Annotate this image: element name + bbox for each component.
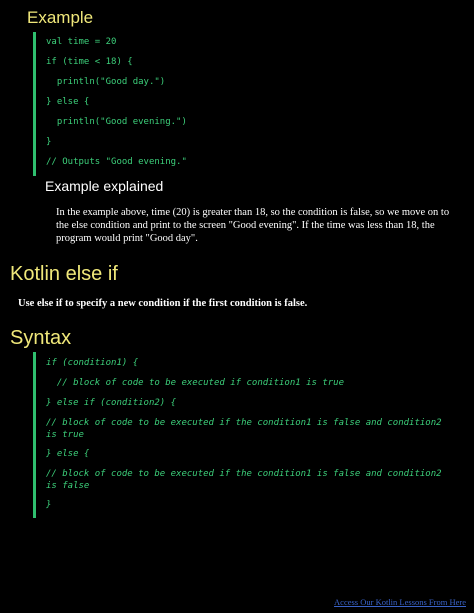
syntax-line: } else if (condition2) { bbox=[46, 398, 177, 408]
syntax-code-block bbox=[33, 352, 456, 518]
code-line: } else { bbox=[46, 97, 90, 107]
else-if-description: Use else if to specify a new condition if the first condition is false. bbox=[18, 298, 308, 309]
example-code-block bbox=[33, 32, 456, 176]
kotlin-lessons-link[interactable]: Access Our Kotlin Lessons From Here bbox=[334, 597, 466, 607]
code-line: } bbox=[46, 137, 52, 147]
syntax-comment: // block of code to be executed if condition1 is true bbox=[46, 378, 345, 388]
syntax-line: if (condition1) { bbox=[46, 358, 139, 368]
example-explained-heading: Example explained bbox=[45, 178, 164, 194]
syntax-comment: // block of code to be executed if the condition1 is false and condition2 is true bbox=[46, 418, 442, 440]
code-comment: // Outputs "Good evening." bbox=[46, 157, 187, 167]
else-if-heading: Kotlin else if bbox=[10, 263, 118, 285]
code-line: if (time < 18) { bbox=[46, 57, 133, 67]
code-line: println("Good day.") bbox=[46, 77, 166, 87]
syntax-line: } else { bbox=[46, 449, 90, 459]
example-heading: Example bbox=[27, 8, 94, 27]
syntax-comment: // block of code to be executed if the condition1 is false and condition2 is false bbox=[46, 469, 442, 491]
code-line: println("Good evening.") bbox=[46, 117, 187, 127]
syntax-heading: Syntax bbox=[10, 327, 72, 349]
syntax-line: } bbox=[46, 500, 52, 510]
example-explained-paragraph: In the example above, time (20) is greater than 18, so the condition is false, so we move on to the else condition and print to the screen "Good evening". If the time was less than 18, the program would print "Good day". bbox=[56, 207, 450, 244]
code-line: val time = 20 bbox=[46, 37, 117, 47]
